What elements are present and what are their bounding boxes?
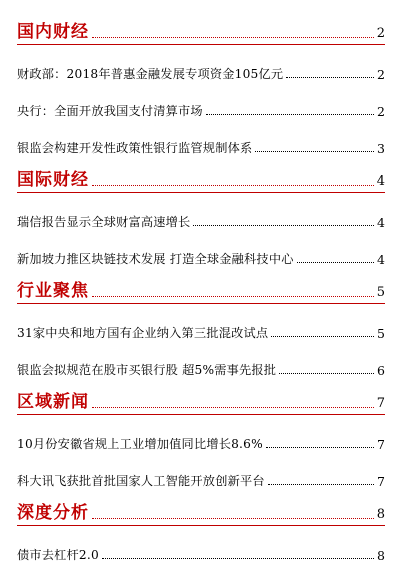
dot-leader: [297, 262, 374, 263]
dot-leader: [92, 185, 374, 186]
dot-leader: [102, 558, 374, 559]
entry-page-number: 7: [377, 474, 385, 489]
entry-title: 31家中央和地方国有企业纳入第三批混改试点: [17, 326, 269, 340]
entry-page-number: 3: [377, 141, 385, 156]
section-title: 区域新闻: [17, 392, 89, 412]
entry-title: 瑞信报告显示全球财富高速增长: [17, 215, 191, 229]
table-of-contents: [17, 14, 385, 569]
toc-entry[interactable]: [17, 532, 385, 569]
entry-title: 银监会构建开发性政策性银行监管规制体系: [17, 141, 253, 155]
toc-section-heading[interactable]: [17, 273, 385, 305]
toc-entry[interactable]: [17, 199, 385, 236]
entry-title: 新加坡力推区块链技术发展 打造全球金融科技中心: [17, 252, 294, 266]
entry-title: 债市去杠杆2.0: [17, 548, 99, 562]
dot-leader: [193, 225, 374, 226]
section-title: 深度分析: [17, 503, 89, 523]
entry-page-number: 6: [377, 363, 385, 378]
entry-page-number: 7: [377, 437, 385, 452]
dot-leader: [279, 373, 374, 374]
section-page-number: 7: [376, 396, 385, 411]
toc-entry[interactable]: [17, 88, 385, 125]
section-page-number: 4: [376, 174, 385, 189]
entry-page-number: 2: [377, 67, 385, 82]
section-title: 国际财经: [17, 170, 89, 190]
toc-section-heading[interactable]: [17, 162, 385, 194]
section-page-number: 2: [376, 26, 385, 41]
entry-title: 科大讯飞获批首批国家人工智能开放创新平台: [17, 474, 265, 488]
toc-entry[interactable]: [17, 310, 385, 347]
entry-title: 银监会拟规范在股市买银行股 超5%需事先报批: [17, 363, 277, 377]
entry-page-number: 4: [377, 215, 385, 230]
section-title: 国内财经: [17, 22, 89, 42]
section-title: 行业聚焦: [17, 281, 89, 301]
dot-leader: [271, 336, 374, 337]
toc-section-heading[interactable]: [17, 384, 385, 416]
dot-leader: [286, 77, 374, 78]
toc-section-heading[interactable]: [17, 495, 385, 527]
dot-leader: [268, 484, 374, 485]
toc-entry[interactable]: [17, 421, 385, 458]
dot-leader: [92, 407, 374, 408]
dot-leader: [206, 114, 374, 115]
section-page-number: 5: [376, 285, 385, 300]
entry-page-number: 8: [377, 548, 385, 563]
toc-entry[interactable]: [17, 125, 385, 162]
toc-entry[interactable]: [17, 458, 385, 495]
entry-title: 央行：全面开放我国支付清算市场: [17, 104, 203, 118]
dot-leader: [92, 37, 374, 38]
dot-leader: [266, 447, 374, 448]
section-page-number: 8: [376, 507, 385, 522]
dot-leader: [92, 518, 374, 519]
entry-page-number: 5: [377, 326, 385, 341]
entry-title: 财政部：2018年普惠金融发展专项资金105亿元: [17, 67, 284, 81]
entry-page-number: 4: [377, 252, 385, 267]
toc-section-heading[interactable]: [17, 14, 385, 46]
entry-page-number: 2: [377, 104, 385, 119]
dot-leader: [255, 151, 374, 152]
toc-entry[interactable]: [17, 347, 385, 384]
toc-entry[interactable]: [17, 51, 385, 88]
toc-entry[interactable]: [17, 236, 385, 273]
dot-leader: [92, 296, 374, 297]
entry-title: 10月份安徽省规上工业增加值同比增长8.6%: [17, 437, 263, 451]
